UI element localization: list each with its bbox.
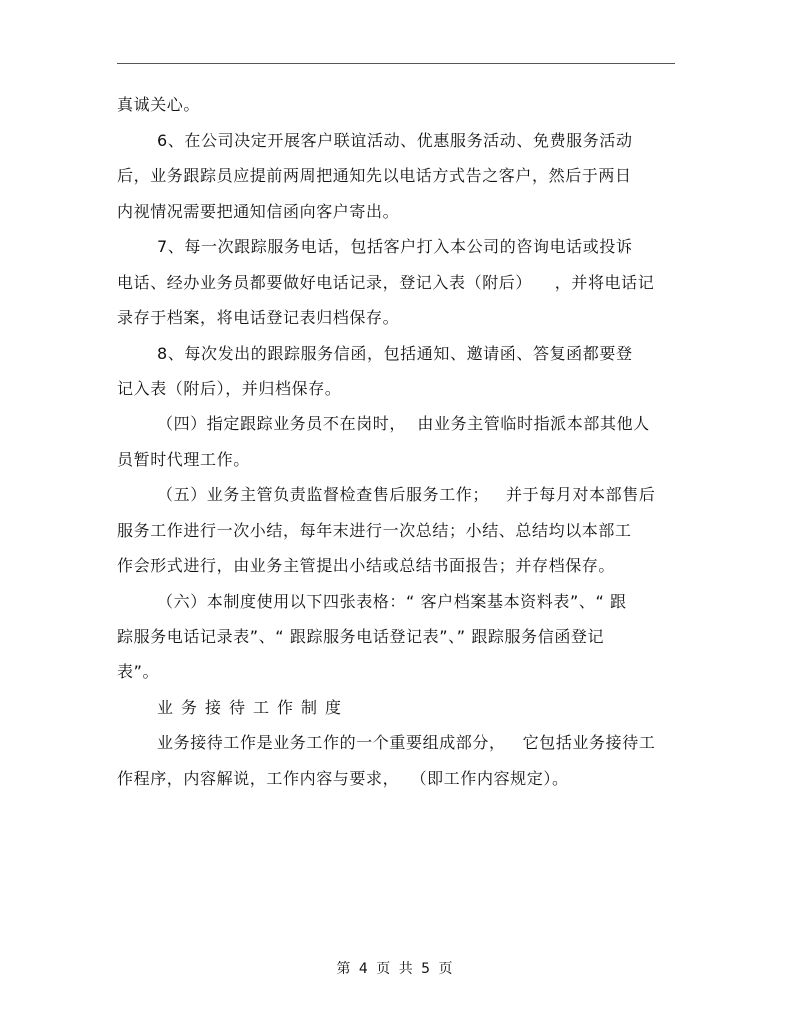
text-line: 真诚关心。 bbox=[117, 95, 201, 114]
text-line: 员暂时代理工作。 bbox=[117, 450, 250, 469]
text-line: 记入表（附后），并归档保存。 bbox=[117, 379, 342, 398]
text-line: 录存于档案，将电话登记表归档保存。 bbox=[117, 308, 400, 327]
text-line: 6、在公司决定开展客户联谊活动、优惠服务活动、免费服务活动 bbox=[157, 131, 633, 150]
text-line: 后，业务跟踪员应提前两周把通知先以电话方式告之客户，然后于两日 bbox=[117, 166, 632, 185]
section-heading: 业务接待工作制度 bbox=[157, 698, 350, 717]
text-line: 作程序，内容解说，工作内容与要求， （即工作内容规定）。 bbox=[117, 769, 569, 788]
text-line: 表”。 bbox=[117, 662, 160, 681]
text-line: 电话、经办业务员都要做好电话记录，登记入表（附后） ，并将电话记 bbox=[117, 273, 655, 292]
text-line: （五）业务主管负责监督检查售后服务工作； 并于每月对本部售后 bbox=[157, 485, 656, 504]
page-number: 第 4 页 共 5 页 bbox=[336, 961, 455, 977]
header-rule bbox=[117, 63, 675, 64]
text-line: 7、每一次跟踪服务电话，包括客户打入本公司的咨询电话或投诉 bbox=[157, 237, 633, 256]
text-line: （四）指定跟踪业务员不在岗时， 由业务主管临时指派本部其他人 bbox=[157, 414, 650, 433]
text-line: 服务工作进行一次小结，每年末进行一次总结；小结、总结均以本部工 bbox=[117, 521, 632, 540]
text-line: 作会形式进行，由业务主管提出小结或总结书面报告；并存档保存。 bbox=[117, 556, 616, 575]
text-line: 踪服务电话记录表”、“ 跟踪服务电话登记表”、” 跟踪服务信函登记 bbox=[117, 627, 605, 646]
text-line: 8、每次发出的跟踪服务信函，包括通知、邀请函、答复函都要登 bbox=[157, 344, 633, 363]
text-line: 内视情况需要把通知信函向客户寄出。 bbox=[117, 202, 400, 221]
text-line: 业务接待工作是业务工作的一个重要组成部分， 它包括业务接待工 bbox=[157, 733, 656, 752]
text-line: （六）本制度使用以下四张表格：“ 客户档案基本资料表”、“ 跟 bbox=[157, 592, 627, 611]
